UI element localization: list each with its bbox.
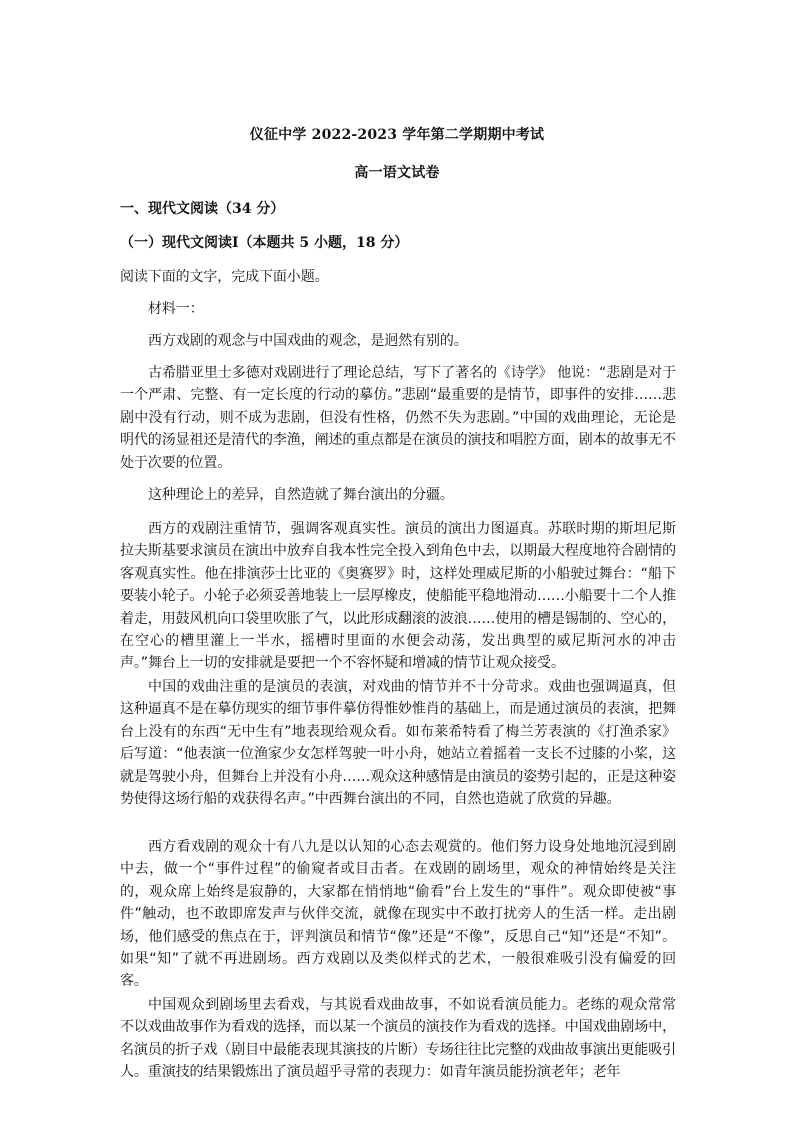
paragraph-4: 西方的戏剧注重情节，强调客观真实性。演员的演出力图逼真。苏联时期的斯坦尼斯拉夫斯基要求演员在演出中放弃自我本性完全投入到角色中去，以期最大程度地符合剧情的客观真实性。他在排演莎士比亚的《奥赛罗》时，这样处理威尼斯的小船驶过舞台：“船下要装小轮子。小轮子必须妥善地装上一层厚橡皮，使船能平稳地滑动……小船要十二个人推着走，用鼓风机向口袋里吹胀了气，以此形成翻滚的波浪……使用的槽是锡制的、空心的，在空心的槽里灌上一半水，摇槽时里面的水便会动荡，发出典型的威尼斯河水的冲击声。”舞台上一切的安排就是要把一个不容怀疑和增减的情节让观众接受。 bbox=[120, 521, 676, 672]
paragraph-7: 中国观众到剧场里去看戏，与其说看戏曲故事，不如说看演员能力。老练的观众常常不以戏曲故事作为看戏的选择，而以某一个演员的演技作为看戏的选择。中国戏曲剧场中，名演员的折子戏（剧目中最能表现其演技的片断）专场往往比完整的戏曲故事演出更能吸引人。重演技的结果锻炼出了演员超乎寻常的表现力：如青年演员能扮演老年；老年 bbox=[120, 997, 676, 1081]
exam-title: 仪征中学 2022-2023 学年第二学期期中考试 bbox=[249, 127, 545, 143]
paragraph-6: 西方看戏剧的观众十有八九是以认知的心态去观赏的。他们努力设身处地地沉浸到剧中去，做一个“事件过程”的偷窥者或目击者。在戏剧的剧场里，观众的神情始终是关注的，观众席上始终是寂静的，大家都在悄悄地“偷看”台上发生的“事件”。观众即使被“事件”触动，也不敢即席发声与伙伴交流，就像在现实中不敢打扰旁人的生活一样。走出剧场，他们感受的焦点在于，评判演员和情节“像”还是“不像”，反思自己“知”还是“不知”。如果“知”了就不再进剧场。西方戏剧以及类似样式的艺术，一般很难吸引没有偏爱的回客。 bbox=[120, 839, 676, 990]
instruction-text bbox=[120, 266, 676, 288]
paragraph-5: 中国的戏曲注重的是演员的表演，对戏曲的情节并不十分苛求。戏曲也强调逼真，但这种逼真不是在摹仿现实的细节事件摹仿得惟妙惟肖的基础上，而是通过演员的表演，把舞台上没有的东西“无中生有”地表现给观众看。如布莱希特看了梅兰芳表演的《打渔杀家》后写道：“他表演一位渔家少女怎样驾驶一叶小舟，她站立着摇着一支长不过膝的小桨，这就是驾驶小舟，但舞台上并没有小舟……观众这种感情是由演员的姿势引起的，正是这种姿势使得这场行船的戏获得名声。”中西舞台演出的不同，自然也造就了欣赏的异趣。 bbox=[120, 679, 676, 808]
section-heading: 一、现代文阅读（34 分） bbox=[120, 201, 285, 217]
material-label: 材料一： bbox=[148, 301, 204, 317]
paragraph-3: 这种理论上的差异，自然造就了舞台演出的分疆。 bbox=[148, 487, 454, 503]
subsection-heading: （一）现代文阅读Ⅰ（本题共 5 小题，18 分） bbox=[120, 235, 409, 251]
paragraph-1: 西方戏剧的观念与中国戏曲的观念，是迥然有别的。 bbox=[148, 333, 468, 349]
instruction: 阅读下面的文字，完成下面小题。 bbox=[120, 269, 329, 285]
exam-subtitle: 高一语文试卷 bbox=[354, 165, 440, 181]
paragraph-2: 古希腊亚里士多德对戏剧进行了理论总结，写下了著名的《诗学》 他说：“悲剧是对于一个严肃、完整、有一定长度的行动的摹仿。”悲剧“最重要的是情节，即事件的安排……悲剧中没有行动，则不成为悲剧，但没有性格，仍然不失为悲剧。”中国的戏曲理论，无论是明代的汤显祖还是清代的李渔，阐述的重点都是在演员的演技和唱腔方面，剧本的故事无不处于次要的位置。 bbox=[120, 365, 676, 471]
material-label-block bbox=[120, 298, 676, 320]
